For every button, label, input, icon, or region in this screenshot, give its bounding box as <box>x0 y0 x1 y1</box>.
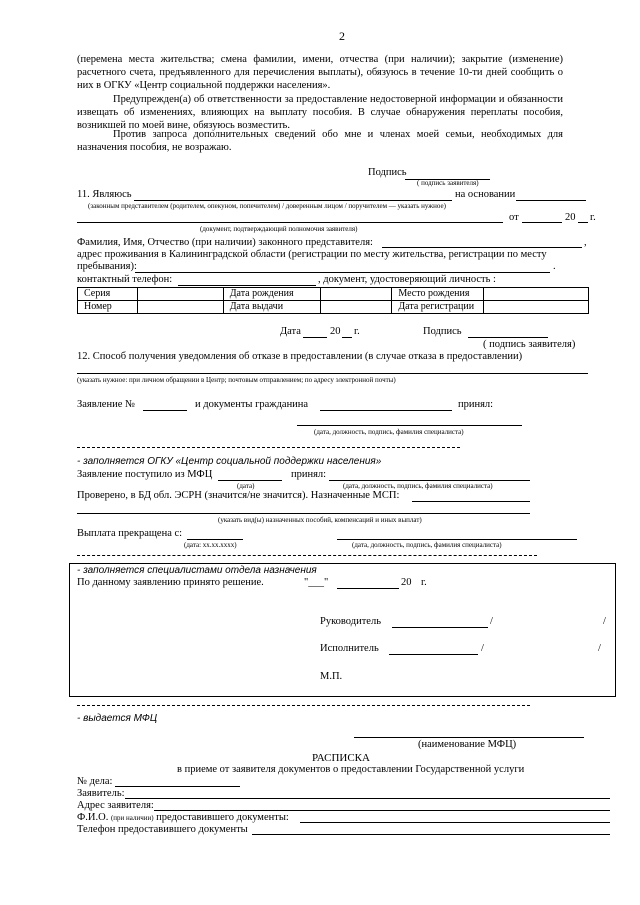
phone-label: контактный телефон: <box>77 274 173 285</box>
applicant-address-label: Адрес заявителя: <box>77 800 154 811</box>
from-label: от <box>509 212 519 223</box>
case-number-label: № дела: <box>77 776 113 787</box>
table-row <box>78 301 589 314</box>
number-field[interactable] <box>137 301 223 314</box>
mfc-received-label: Заявление поступило из МФЦ <box>77 469 213 480</box>
page-number: 2 <box>339 29 345 43</box>
year-suffix: г. <box>590 212 596 223</box>
number-label: Номер <box>78 301 138 314</box>
signature-hint: ( подпись заявителя) <box>417 179 479 187</box>
representative-fio-label: Фамилия, Имя, Отчество (при наличии) законного представителя: <box>77 237 373 248</box>
payment-stopped-label: Выплата прекращена с: <box>77 528 183 539</box>
notification-method-field[interactable] <box>77 373 588 374</box>
head-signature-field[interactable] <box>392 627 488 628</box>
section-11-label: 11. Являюсь <box>77 189 132 200</box>
identity-document-table <box>77 287 589 314</box>
section-12-label: 12. Способ получения уведомления об отказе в предоставлении (в случае отказа в предоставлении) <box>77 351 523 362</box>
receipt-title: РАСПИСКА <box>312 752 370 764</box>
representative-type-field[interactable] <box>134 200 452 201</box>
consent-paragraph: Против запроса дополнительных сведений обо мне и членах моей семьи, необходимых для назначения пособия, не возражаю. <box>77 129 563 153</box>
statement-specialist-hint: (дата, должность, подпись, фамилия специалиста) <box>314 428 464 436</box>
signature-label: Подпись <box>368 167 407 178</box>
ogku-specialist-field[interactable] <box>329 480 530 481</box>
table-row <box>78 288 589 301</box>
authority-document-hint: (документ, подтверждающий полномочия заявителя) <box>200 225 358 233</box>
birth-date-label: Дата рождения <box>223 288 320 301</box>
separator-dashed <box>77 447 460 448</box>
basis-field[interactable] <box>516 200 586 201</box>
notification-method-hint: (указать нужное: при личном обращении в Центр; почтовым отправлением; по адресу электронной почты) <box>77 376 396 384</box>
representative-fio-field[interactable] <box>382 247 582 248</box>
decision-year-suffix: г. <box>421 577 427 588</box>
payment-stopped-date-field[interactable] <box>187 539 243 540</box>
applicant-label: Заявитель: <box>77 788 125 799</box>
statement-docs-label: и документы гражданина <box>195 399 309 410</box>
assigned-msp-field-2[interactable] <box>77 513 530 514</box>
citizen-name-field[interactable] <box>320 410 452 411</box>
submitter-fio-field[interactable] <box>300 822 610 823</box>
authority-date-field[interactable] <box>522 222 562 223</box>
mfc-heading: - выдается МФЦ <box>77 713 158 724</box>
identity-document-label: , документ, удостоверяющий личность : <box>318 274 496 285</box>
applicant-address-field[interactable] <box>154 810 610 811</box>
authority-document-field[interactable] <box>77 222 503 223</box>
authority-year-field[interactable] <box>578 222 588 223</box>
address-label-line1: адрес проживания в Калининградской области (регистрации по месту жительства, регистрации по месту <box>77 249 547 260</box>
submitter-fio-label: Ф.И.О. (при наличии) предоставившего документы: <box>77 812 289 823</box>
assigned-msp-field[interactable] <box>412 501 530 502</box>
date-year-suffix: г. <box>354 326 360 337</box>
series-field[interactable] <box>137 288 223 301</box>
payment-stopped-specialist-hint: (дата, должность, подпись, фамилия специалиста) <box>352 541 502 549</box>
date-field[interactable] <box>303 337 327 338</box>
ogku-specialist-hint: (дата, должность, подпись, фамилия специалиста) <box>343 482 493 490</box>
executor-signature-field[interactable] <box>389 654 478 655</box>
statement-accepted-label: принял: <box>458 399 494 410</box>
birth-place-field[interactable] <box>484 288 589 301</box>
address-field[interactable] <box>135 272 550 273</box>
submitter-phone-field[interactable] <box>252 834 610 835</box>
statement-number-label: Заявление № <box>77 399 136 410</box>
obligation-paragraph: (перемена места жительства; смена фамилии, имени, отчества (при наличии); закрытие (изменение) расчетного счета, предъявленного для перечисления выплаты), обязуюсь в течение 10-ти дней сообщить о них в ОГКУ «Центр социальной поддержки населения». <box>77 54 563 91</box>
series-label: Серия <box>78 288 138 301</box>
registration-date-label: Дата регистрации <box>392 301 484 314</box>
decision-day-field[interactable]: "___" <box>304 577 329 588</box>
head-label: Руководитель <box>320 616 381 627</box>
decision-label: По данному заявлению принято решение. <box>77 577 264 588</box>
executor-label: Исполнитель <box>320 643 379 654</box>
date-year-prefix: 20 <box>330 326 341 337</box>
phone-field[interactable] <box>178 285 316 286</box>
date-signature-label: Подпись <box>423 326 462 337</box>
assigned-types-hint: (указать вид(ы) назначенных пособий, компенсаций и иных выплат) <box>218 516 422 524</box>
representative-hint: (законным представителем (родителем, опекуном, попечителем) / доверенным лицом / поручителем — указать нужное) <box>88 202 446 210</box>
mfc-name-field[interactable] <box>354 737 584 738</box>
ogku-heading: - заполняется ОГКУ «Центр социальной поддержки населения» <box>77 456 382 467</box>
executor-separator-end: / <box>598 643 601 654</box>
decision-year-prefix: 20 <box>401 577 412 588</box>
dept-heading: - заполняется специалистами отдела назначения <box>77 565 317 576</box>
ogku-date-hint: (дата) <box>237 482 255 490</box>
date-signature-field[interactable] <box>468 337 548 338</box>
separator-dashed <box>77 705 530 706</box>
esrn-check-label: Проверено, в БД обл. ЭСРН (значится/не значится). Назначенные МСП: <box>77 490 400 501</box>
payment-stopped-specialist-field[interactable] <box>337 539 577 540</box>
date-label: Дата <box>280 326 301 337</box>
head-separator-end: / <box>603 616 606 627</box>
issue-date-label: Дата выдачи <box>223 301 320 314</box>
statement-specialist-field[interactable] <box>297 425 522 426</box>
year-prefix: 20 <box>565 212 576 223</box>
registration-date-field[interactable] <box>484 301 589 314</box>
stamp-place-label: М.П. <box>320 671 343 682</box>
date-year-field[interactable] <box>342 337 352 338</box>
address-label-line2: пребывания): <box>77 261 137 272</box>
payment-stopped-date-hint: (дата: хх.хх.хххх) <box>184 541 237 549</box>
birth-date-field[interactable] <box>320 288 392 301</box>
statement-number-field[interactable] <box>143 410 187 411</box>
applicant-field[interactable] <box>125 798 610 799</box>
ogku-accepted-label: принял: <box>291 469 327 480</box>
issue-date-field[interactable] <box>320 301 392 314</box>
mfc-name-hint: (наименование МФЦ) <box>418 739 517 750</box>
head-separator: / <box>490 616 493 627</box>
separator-dashed <box>77 555 537 556</box>
date-signature-hint: ( подпись заявителя) <box>483 339 576 350</box>
submitter-phone-label: Телефон предоставившего документы <box>77 824 248 835</box>
birth-place-label: Место рождения <box>392 288 484 301</box>
decision-month-field[interactable] <box>337 588 399 589</box>
executor-separator: / <box>481 643 484 654</box>
receipt-subtitle: в приеме от заявителя документов о предоставлении Государственной услуги <box>177 764 525 775</box>
basis-label: на основании <box>455 189 516 200</box>
mfc-received-date-field[interactable] <box>218 480 282 481</box>
responsibility-paragraph: Предупрежден(а) об ответственности за предоставление недостоверной информации и обязанности извещать об изменениях, влияющих на выплату пособия. В случае обнаружения переплаты пособия, возникшей по моей вине, обязуюсь возместить. <box>77 94 563 131</box>
case-number-field[interactable] <box>115 786 240 787</box>
